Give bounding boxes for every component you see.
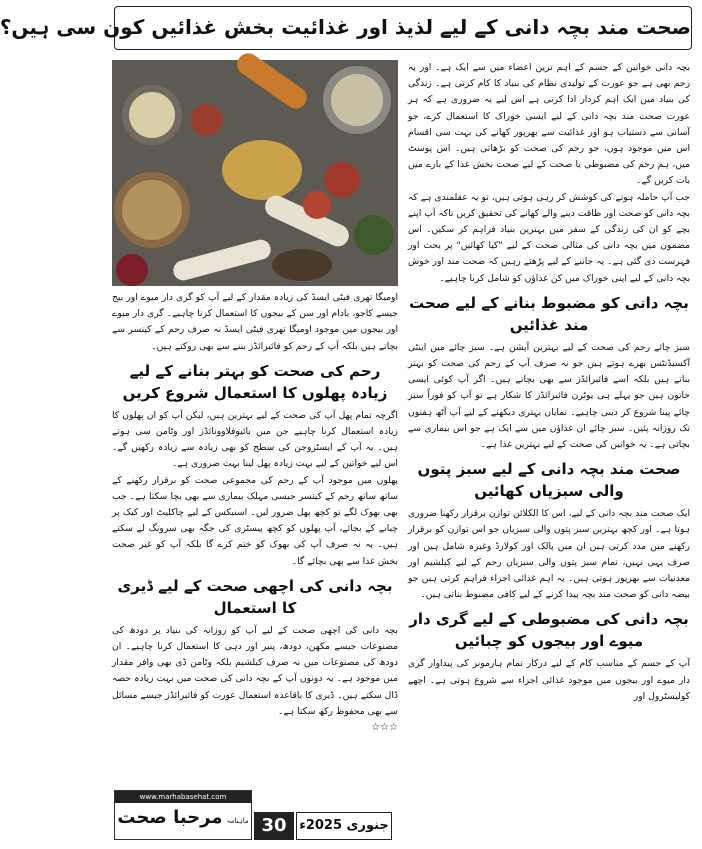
magazine-name: مرحبا صحت (117, 807, 223, 828)
page-number: 30 (254, 812, 294, 840)
vegetables-illustration (112, 60, 398, 286)
magazine-tagline: ماہنامہ (226, 817, 249, 825)
paragraph: بچہ دانی کی اچھی صحت کے لیے آپ کو روزانہ کی بنیاد پر دودھ کی مصنوعات جیسے مکھن، دودھ، پنیر اور دہی کا استعمال کرنا چاہیے۔ ان دودھ کی مصنوعات میں نہ صرف کیلشیم بلکہ وٹامن ڈی بھی وافر مقدار میں موجود ہے۔ یہ دونوں آپ کے بچہ دانی کی صحت میں بہت زیادہ حصہ ڈال سکتے ہیں۔ ڈیری کا باقاعدہ استعمال عورت کو فائبرائڈز جیسے مسائل سے بھی محفوظ رکھ سکتا ہے۔ (112, 624, 398, 717)
vegetables-photo (112, 60, 398, 286)
page-title: صحت مند بچہ دانی کے لیے لذیذ اور غذائیت بخش غذائیں کون سی ہیں؟ (114, 6, 692, 50)
end-stars: ☆☆☆ (371, 722, 398, 734)
paragraph: ایک صحت مند بچہ دانی کے لیے، اس کا الکلائن توازن برقرار رکھنا ضروری ہوتا ہے۔ اور کچھ بہترین سبز پتوں والی سبزیاں جو اس توازن کو برقرار رکھنے میں مدد کرتی ہیں ان میں پالک اور کولارڈ وغیرہ شامل ہیں اور صرف یہی نہیں، تمام سبز پتوں والی سبزیاں رحم کے لیے کیلشیم اور معدنیات سے بھرپور ہوتی ہیں۔ یہ اہم غذائی اجزاء فراہم کرتی ہیں جو بیضہ دانی کو صحت مند بچہ پیدا کرنے کے لیے کافی مضبوط بناتی ہیں۔ (408, 508, 690, 601)
paragraph: اگرچہ تمام پھل آپ کی صحت کے لیے بہترین ہیں، لیکن آپ کو ان پھلوں کا زیادہ استعمال کرنا چاہیے جن میں بائیوفلاوونائڈز اور وٹامن سی ہوتے ہیں۔ یہ آپ کے ایسٹروجن کی سطح کو بھی زیادہ سے زیادہ رکھیں گے۔ اس لیے خواتین کے لیے بہت زیادہ پھل لینا بہت ضروری ہے۔ (112, 409, 398, 470)
magazine-url: www.marhabasehat.com (115, 791, 251, 803)
section-heading: صحت مند بچہ دانی کے لیے سبز پتوں والی سبزیاں کھائیں (417, 460, 681, 501)
section-heading: بچہ دانی کی مضبوطی کے لیے گری دار میوے اور بیجوں کو چبائیں (409, 610, 689, 651)
paragraph: اومیگا تھری فیٹی ایسڈ کی زیادہ مقدار کے لیے آپ کو گری دار میوے اور بیج جیسے کاجو، بادام اور سن کے بیجوں کا استعمال کرنا چاہیے۔ گری دار میوے اور بیجوں میں موجود اومیگا تھری فیٹی ایسڈ نہ صرف رحم کے کینسر سے بچاتے ہیں بلکہ آپ کے رحم کو فائبرائڈز بننے سے بھی روکتے ہیں۔ (112, 292, 398, 352)
paragraph: سبز چائے رحم کی صحت کے لیے بہترین آپشن ہے۔ سبز چائے میں اینٹی آکسیڈنٹس بھرے ہوتے ہیں جو نہ صرف آپ کے رحم کی صحت کو بہتر بناتے ہیں بلکہ اسے فائبرائڈز سے بھی بچاتے ہیں۔ اگر آپ کوئی ایسی خاتون ہیں جو پہلے ہی یوٹرن فائبرائڈز کا شکار ہے تو آپ کو فوراً سبز چائے پینا شروع کر دینی چاہیے۔ نمایاں بہتری دیکھنے کے لیے آپ آٹھ ہفتوں تک روزانہ پئیں۔ سبز چائے ان غذاؤں میں سے ایک ہے جو اس بیماری سے بچاتی ہے۔ یہ خواتین کی صحت کے لیے بہترین غذا ہے۔ (408, 341, 690, 451)
paragraph: جب آپ حاملہ ہونے کی کوشش کر رہی ہوتی ہیں، تو یہ عقلمندی ہے کہ بچہ دانی کو صحت اور طاقت دینے والے کھانے کی تحقیق کریں تاکہ آپ اپنے بچے کو ان کی زندگی کے سفر میں بہترین بنیاد فراہم کر سکیں۔ اس مضمون میں بچہ دانی کی مثالی صحت کے لیے "کیا کھائیں" پر بحث اور فہرست دی گئی ہے۔ یہ جاننے کے لیے پڑھتے رہیں کہ صحت مند اور خوش بچہ دانی کے لیے اپنی خوراک میں کن غذاؤں کو شامل کرنا چاہیے۔ (408, 191, 690, 284)
left-column (112, 290, 398, 842)
paragraph: بچہ دانی خواتین کے جسم کے اہم ترین اعضاء میں سے ایک ہے۔ اور یہ رحم بھی ہے جو عورت کے تولیدی نظام کی بنیاد کا کام کرتی ہے۔ زندگی کی بنیاد میں ایک اہم کردار ادا کرتی ہے اس لیے یہ ضروری ہے کہ ہر عورت صحت مند بچہ دانی کے لیے ایسی خوراک کا استعمال کرے، جو آسانی سے دستیاب ہو اور غذائیت سے بھرپور کھانے کی بہت سی اقسام اس میں موجود ہوں، جو رحم کی صحت کو بڑھاتی ہیں۔ اس پوسٹ میں، ہم رحم کی مضبوطی یا صحت کے لیے صحت بخش غذا کے بارے میں بات کریں گے۔ (408, 62, 690, 187)
section-heading: بچہ دانی کو مضبوط بنانے کے لیے صحت مند غذائیں (409, 293, 689, 334)
section-heading: بچہ دانی کی اچھی صحت کے لیے ڈیری کا استعمال (117, 576, 393, 617)
right-column (408, 60, 690, 782)
magazine-logo (114, 790, 252, 840)
paragraph: آپ کے جسم کے مناسب کام کے لیے درکار تمام ہارمونز کی پیداوار گری دار میوے اور بیجوں میں موجود غذائی اجزاء سے شروع ہوتی ہے۔ اچھے کولیسٹرول اور (408, 658, 690, 702)
section-heading: رحم کی صحت کو بہتر بنانے کے لیے زیادہ پھلوں کا استعمال شروع کریں (122, 361, 388, 402)
paragraph: پھلوں میں موجود آپ کے رحم کی مجموعی صحت کو برقرار رکھنے کے ساتھ ساتھ رحم کے کینسر جیسی مہلک بیماری سے بھی بچا سکتا ہے۔ جب بھی بھوک لگے تو کچھ پھل ضرور لیں۔ اسنیکس کے لیے چاکلیٹ اور کیک پر چبانے کے بجائے، آپ پھلوں کو کچھ پیسٹری کی جگہ بھی سرونگ لے سکتے ہیں۔ یہ نہ صرف آپ کی بھوک کو ختم کرے گا بلکہ آپ کو غیر صحت بخش غذا سے بھی بچائے گا۔ (112, 474, 398, 567)
footer (114, 790, 402, 840)
issue-date: جنوری 2025ء (296, 812, 392, 840)
